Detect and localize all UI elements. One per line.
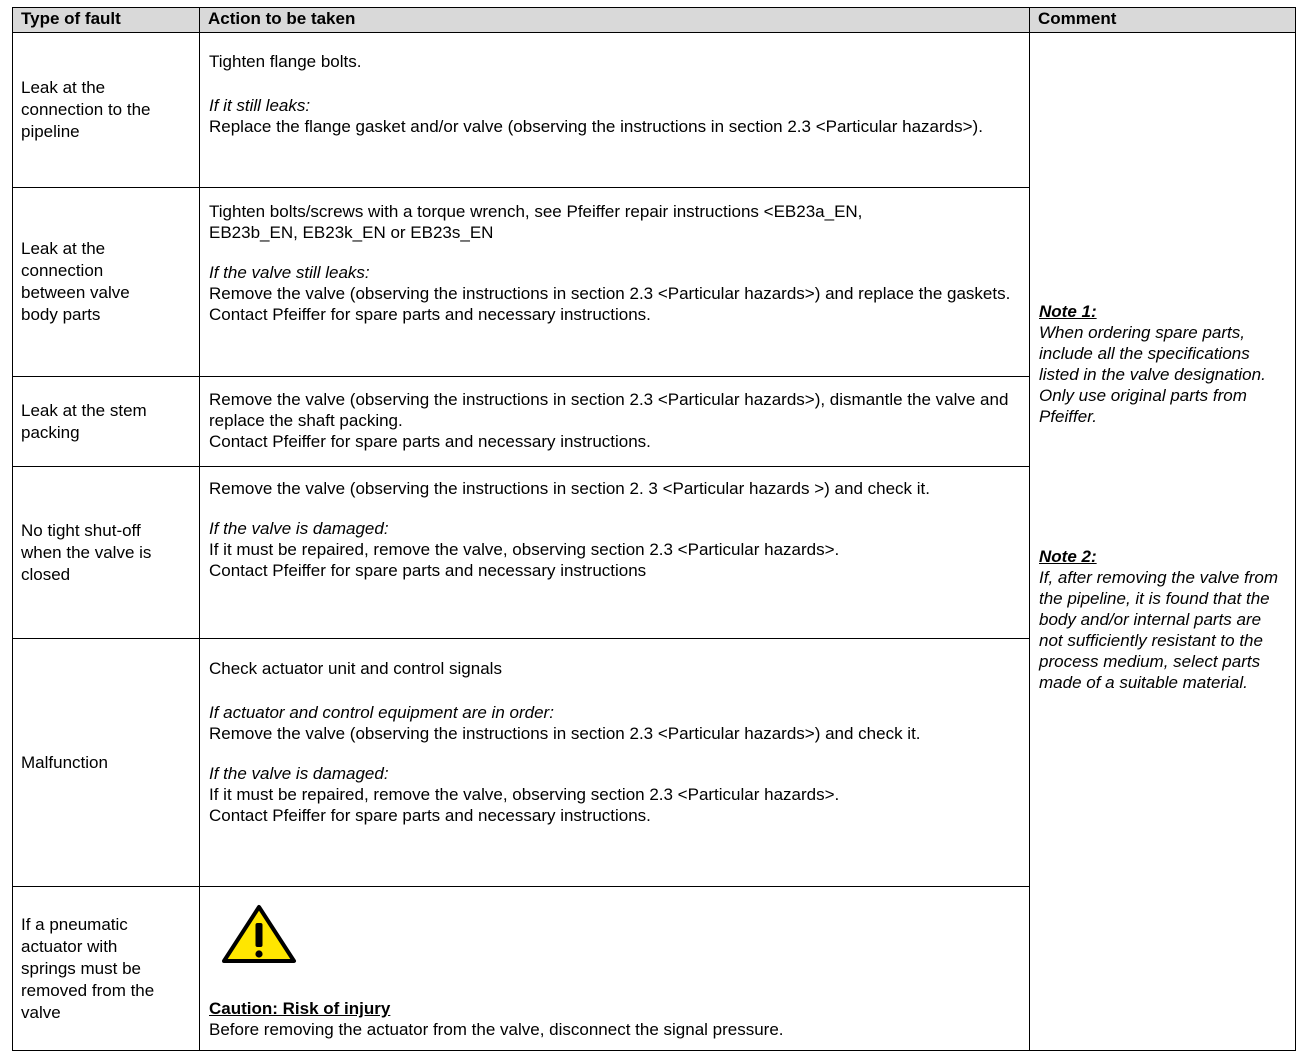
warning-triangle-icon bbox=[221, 904, 297, 964]
fault-label: If a pneumatic actuator with springs must be removed from the valve bbox=[21, 914, 155, 1022]
header-fault: Type of fault bbox=[13, 8, 199, 32]
row-divider bbox=[12, 638, 1030, 639]
action-text: Tighten bolts/screws with a torque wrench, see Pfeiffer repair instructions <EB23a_EN, EB23b_EN, EB23k_EN or EB23s_EN bbox=[209, 202, 863, 242]
fault-label: Leak at the connection between valve body parts bbox=[21, 239, 130, 324]
note-1-title: Note 1: bbox=[1039, 302, 1097, 321]
action-text: Contact Pfeiffer for spare parts and necessary instructions bbox=[209, 561, 647, 580]
action-text: Replace the flange gasket and/or valve (observing the instructions in section 2.3 <Particular hazards>). bbox=[209, 117, 983, 136]
row-divider bbox=[12, 466, 1030, 467]
action-cell bbox=[200, 377, 1029, 466]
fault-label: Leak at the connection to the pipeline bbox=[21, 78, 151, 141]
fault-cell bbox=[13, 188, 199, 376]
action-text: Tighten flange bolts. bbox=[209, 52, 362, 71]
note-2-text: If, after removing the valve from the pipeline, it is found that the body and/or internal parts are not sufficiently resistant to the process medium, select parts made of a suitable material. bbox=[1039, 568, 1279, 692]
table-border-right bbox=[1295, 7, 1296, 1051]
fault-cell bbox=[13, 377, 199, 466]
fault-cell bbox=[13, 887, 199, 1050]
action-cell bbox=[200, 188, 1029, 376]
action-text: Contact Pfeiffer for spare parts and necessary instructions. bbox=[209, 806, 651, 825]
comment-cell bbox=[1030, 33, 1295, 1050]
row-divider bbox=[12, 376, 1030, 377]
header-divider bbox=[12, 32, 1296, 33]
fault-label: No tight shut-off when the valve is closed bbox=[21, 520, 152, 584]
fault-cell bbox=[13, 33, 199, 187]
note-1-text: When ordering spare parts, include all the specifications listed in the valve designation. Only use original parts from Pfeiffer. bbox=[1039, 323, 1266, 426]
column-divider bbox=[199, 7, 200, 1051]
action-text: If it must be repaired, remove the valve, observing section 2.3 <Particular hazards>. bbox=[209, 785, 840, 804]
caution-title: Caution: Risk of injury bbox=[209, 999, 391, 1018]
condition-text: If the valve still leaks: bbox=[209, 263, 370, 282]
condition-text: If it still leaks: bbox=[209, 96, 311, 115]
action-text: Remove the valve (observing the instructions in section 2. 3 <Particular hazards >) and check it. bbox=[209, 479, 930, 498]
condition-text: If actuator and control equipment are in order: bbox=[209, 703, 554, 722]
fault-label: Malfunction bbox=[21, 752, 108, 772]
fault-label: Leak at the stem packing bbox=[21, 400, 147, 442]
action-text: If it must be repaired, remove the valve, observing section 2.3 <Particular hazards>. bbox=[209, 540, 840, 559]
row-divider bbox=[12, 886, 1030, 887]
action-cell bbox=[200, 467, 1029, 638]
action-cell bbox=[200, 33, 1029, 187]
table-border-top bbox=[12, 7, 1296, 8]
table-border-left bbox=[12, 7, 13, 1051]
action-text: Contact Pfeiffer for spare parts and necessary instructions. bbox=[209, 305, 651, 324]
fault-cell bbox=[13, 467, 199, 638]
header-comment: Comment bbox=[1030, 8, 1295, 32]
action-cell bbox=[200, 639, 1029, 886]
fault-cell bbox=[13, 639, 199, 886]
condition-text: If the valve is damaged: bbox=[209, 764, 389, 783]
action-text: Check actuator unit and control signals bbox=[209, 659, 502, 678]
action-cell bbox=[200, 887, 1029, 1050]
caution-text: Before removing the actuator from the valve, disconnect the signal pressure. bbox=[209, 1020, 784, 1039]
action-text: Remove the valve (observing the instructions in section 2.3 <Particular hazards>) and check it. bbox=[209, 724, 921, 743]
action-text: Remove the valve (observing the instructions in section 2.3 <Particular hazards>) and replace the gaskets. bbox=[209, 284, 1011, 303]
note-2-title: Note 2: bbox=[1039, 547, 1097, 566]
header-action: Action to be taken bbox=[200, 8, 1029, 32]
action-text: Contact Pfeiffer for spare parts and necessary instructions. bbox=[209, 432, 651, 451]
row-divider bbox=[12, 187, 1030, 188]
action-text: Remove the valve (observing the instructions in section 2.3 <Particular hazards>), dismantle the valve and replace the shaft packing. bbox=[209, 390, 1009, 430]
condition-text: If the valve is damaged: bbox=[209, 519, 389, 538]
column-divider bbox=[1029, 7, 1030, 1051]
table-border-bottom bbox=[12, 1050, 1296, 1051]
